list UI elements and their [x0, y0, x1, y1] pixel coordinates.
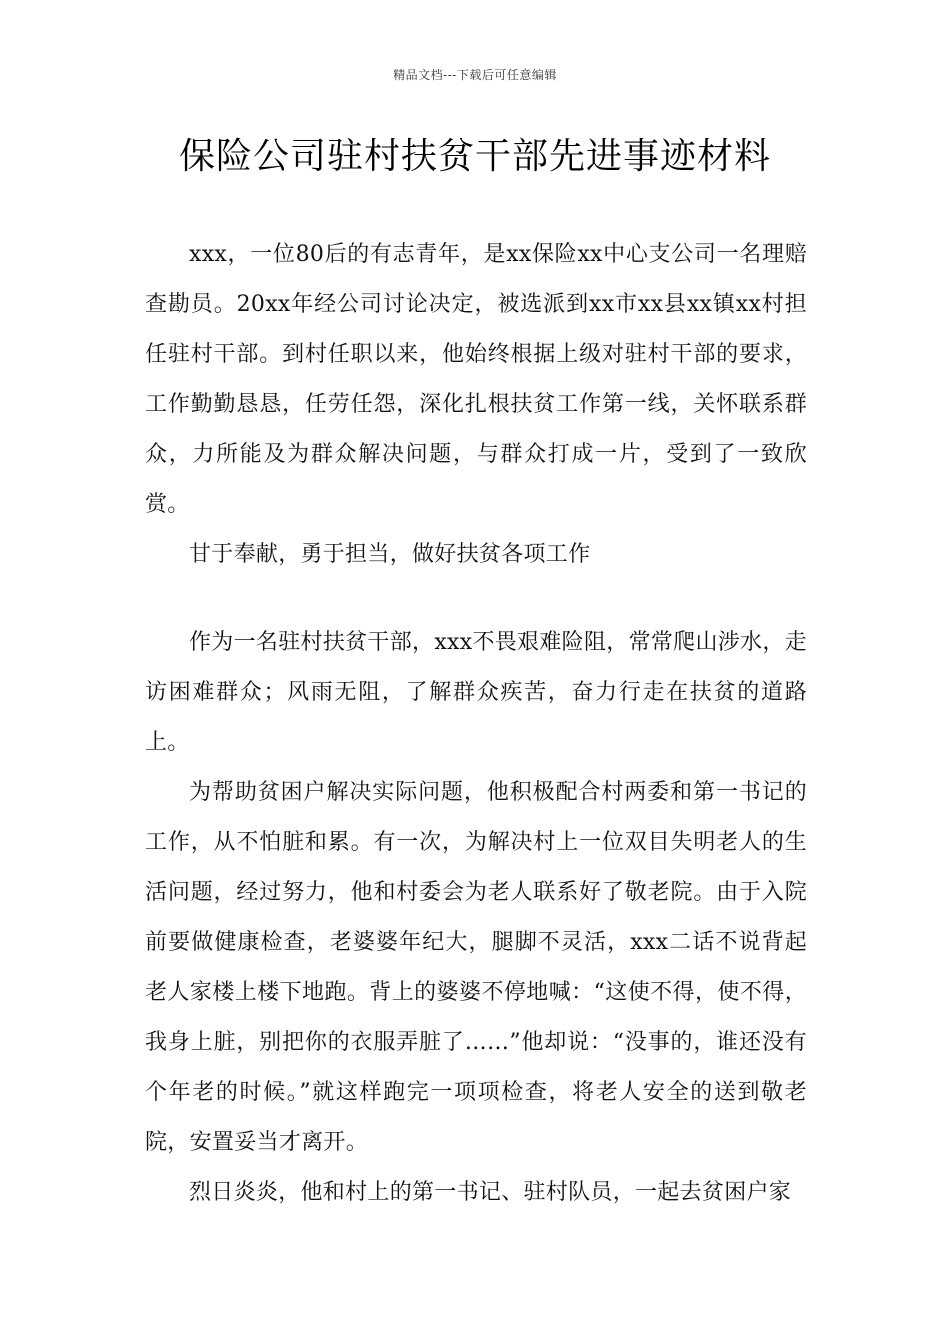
- header-note: 精品文档---下载后可任意编辑: [393, 68, 557, 82]
- paragraph-elderly: 为帮助贫困户解决实际问题，他积极配合村两委和第一书记的工作，从不怕脏和累。有一次，为解决村上一位双目失明老人的生活问题，经过努力，他和村委会为老人联系好了敬老院。由于入院前要做健康检查，老婆婆年纪大，腿脚不灵活，xxx二话不说背起老人家楼上楼下地跑。背上的婆婆不停地喊：“这使不得，使不得，我身上脏，别把你的衣服弄脏了……”他却说：“没事的，谁还没有个年老的时候。”就这样跑完一项项检查，将老人安全的送到敬老院，安置妥当才离开。: [145, 780, 807, 1155]
- paragraph-summer: 烈日炎炎，他和村上的第一书记、驻村队员，一起去贫困户家: [189, 1180, 792, 1205]
- document-body: [145, 230, 807, 1218]
- paragraph-visits: 作为一名驻村扶贫干部，xxx不畏艰难险阻，常常爬山涉水，走访困难群众；风雨无阻，了解群众疾苦，奋力行走在扶贫的道路上。: [145, 630, 807, 755]
- section-heading: 甘于奉献，勇于担当，做好扶贫各项工作: [189, 542, 591, 567]
- paragraph-intro: xxx，一位80后的有志青年，是xx保险xx中心支公司一名理赔查勘员。20xx年经公司讨论决定，被选派到xx市xx县xx镇xx村担任驻村干部。到村任职以来，他始终根据上级对驻村干部的要求，工作勤勤恳恳，任劳任怨，深化扎根扶贫工作第一线，关怀联系群众，力所能及为群众解决问题，与群众打成一片，受到了一致欣赏。: [145, 242, 807, 517]
- document-title: 保险公司驻村扶贫干部先进事迹材料: [178, 136, 771, 177]
